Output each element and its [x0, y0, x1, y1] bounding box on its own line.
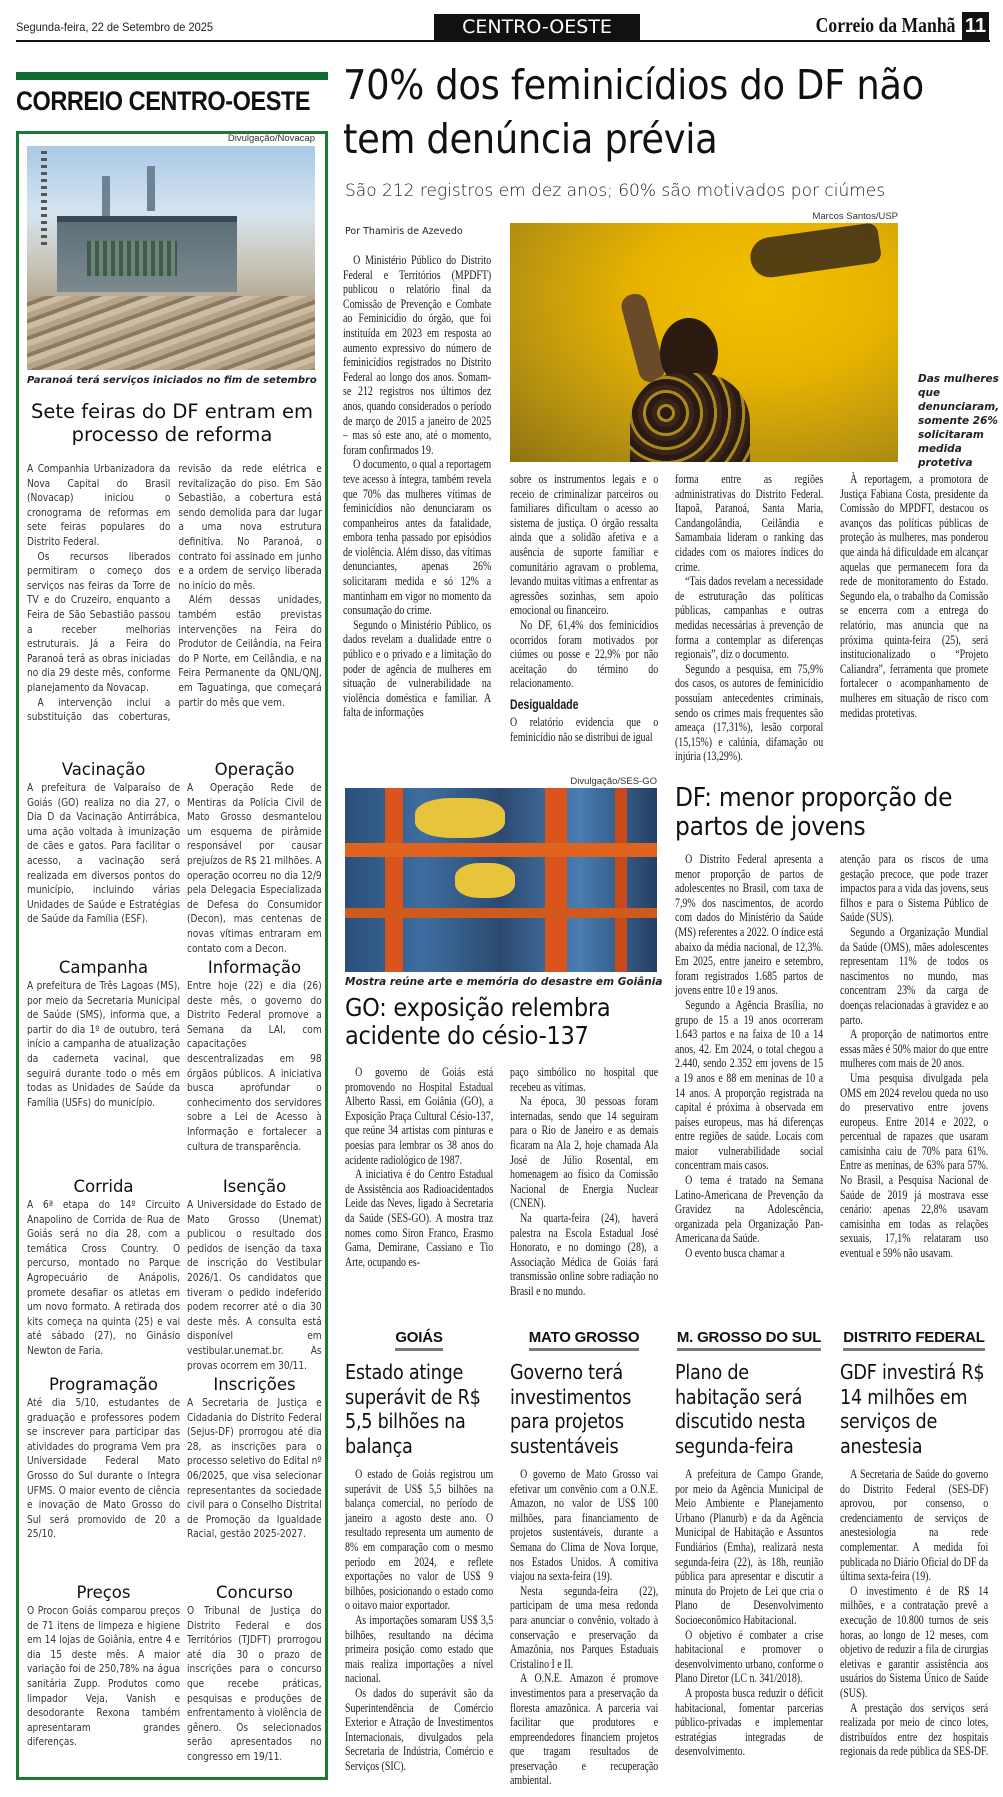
brief-text [27, 1396, 180, 1542]
brief-title: Informação [207, 958, 302, 977]
paragraph: A O.N.E. Amazon é promove investimentos para a preservação da floresta amazônica. A parceria vai facilitar que produtores e empreendedores financiem projetos que tragam resultados de preservação e recuperação ambiental. [510, 1671, 659, 1788]
paragraph: O Tribunal de Justiça do Distrito Federal e dos Territórios (TJDFT) prorrogou até dia 30 o prazo de inscrições para o concurso que recebe práticas, pesquisas e produções de enfrentamento à violência de gênero. Os selecionados serão apresentados no congresso em 19/11. [187, 1605, 322, 1763]
df-column-2 [840, 852, 988, 1261]
photo-rubble [27, 296, 315, 370]
region-tag [345, 1329, 493, 1351]
paragraph: O documento, o qual a reportagem teve acesso à íntegra, também revela que 70% das mulheres vítimas de feminicídios não denunciaram os companheiros antes da fatalidade, embora tenha passado por episódios de violência. Além disso, das vítimas denunciantes, apenas 26% solicitaram medida e só 12% a mantinham em vigor no momento da consumação do crime. [343, 457, 492, 618]
sidebar-article-body [27, 462, 322, 725]
paragraph: Entre hoje (22) e dia (26) deste mês, o governo do Distrito Federal promove a Semana da LAI, com capacitações descentralizadas em 98 órgãos públicos. A iniciativa busca aprofundar o conhecimento dos servidores sobre a Lei de Acesso à Informação e fortalecer a cultura de transparência. [187, 980, 322, 1153]
paragraph: “Tais dados revelam a necessidade de estruturação das políticas públicas, campanhas e outras medidas necessárias à prevenção de forma a contemplar as diferenças regionais”, diz o documento. [675, 574, 824, 662]
newspaper-logo: Correio da Manhã [815, 13, 955, 37]
paragraph: A proposta busca reduzir o déficit habitacional, fomentar parcerias público-privadas e implementar estratégias integradas de desenvolvimento. [675, 1685, 824, 1759]
article-column-1 [343, 253, 491, 720]
column-text [510, 472, 658, 691]
paragraph: Na época, 30 pessoas foram internadas, sendo que 14 seguiram para o Rio de Janeiro e as demais ficaram na Ala 2, hoje chamada Ala José de Júlio Rosental, em homenagem ao físico da Comissão Nacional de Energia Nuclear (CNEN). [510, 1094, 659, 1211]
paragraph: O investimento é de R$ 14 milhões, e a contratação prevê a execução de 10.800 turnos de seis horas, ao longo de 12 meses, com objetivo de reduzir a fila de cirurgias eletivas e garantir assistência aos usuários do Sistema Único de Saúde (SUS). [840, 1583, 989, 1700]
region-tag-label: GOIÁS [395, 1329, 442, 1351]
df-column-1 [675, 852, 823, 1261]
photo-caption: Das mulheres que denunciaram, somente 26% solicitaram medida protetiva [918, 373, 1000, 469]
sidebar-headline: Sete feiras do DF entram em processo de reforma [31, 400, 313, 446]
brief-text [187, 1198, 322, 1373]
brief-text [27, 979, 180, 1110]
brief-text [187, 781, 322, 956]
brief-title: Preços [76, 1583, 131, 1602]
header-divider [16, 40, 990, 42]
photo-caption: Paranoá terá serviços iniciados no fim de setembro [27, 375, 317, 386]
section-label: CENTRO-OESTE [434, 14, 640, 40]
paragraph: Além dessas unidades, também estão previstas intervenções na Feira do Produtor de Ceilândia, na Feira do P Norte, em Ceilândia, e na Feira Permanente da QNL/QNJ, em Taguatinga, que começará partir do mês que vem. [178, 594, 322, 709]
region-tag-label: MATO GROSSO [529, 1329, 640, 1351]
photo-caption: Mostra reúne arte e memória do desastre em Goiânia [345, 976, 663, 988]
regional-headline: Plano de habitação será discutido nesta segunda-feira [675, 1360, 806, 1458]
regional-headline: GDF investirá R$ 14 milhões em serviços de anestesia [840, 1360, 985, 1458]
feira-photo [27, 146, 315, 370]
paragraph: sobre os instrumentos legais e o receio de criminalizar parceiros ou familiares dificultam o acesso ao sistema de justiça. O órgão ressalta ainda que a solidão afetiva e a ausência de suporte familiar e comunitário agravam o problema, levando muitas vítimas a enfrentar as agressões sozinhas, sem apoio emocional ou financeiro. [510, 472, 659, 618]
paragraph: O governo de Mato Grosso vai efetivar um convênio com a O.N.E. Amazon, no valor de US$ 100 milhões, para financiamento de projetos sustentáveis, durante a Semana do Clima de Nova Iorque, nos Estados Unidos. A comitiva viajou na sexta-feira (19). [510, 1467, 659, 1584]
paragraph: A prefeitura de Valparaíso de Goiás (GO) realiza no dia 27, o Dia D da Vacinação Antirrábica, uma ação voltada à imunização de cães e gatos. Para facilitar o acesso, a vacinação será realizada em diversos pontos do município, incluindo várias Unidades de Saúde e Estratégias de Saúde da Família (ESF). [27, 782, 181, 926]
brief-item [187, 1583, 322, 1765]
paragraph: A 6ª etapa do 14º Circuito Anapolino de Corrida de Rua de Goiás será no dia 28, com a temática Cross Country. O percurso, montado no Parque Agropecuário de Anápolis, promete desafiar os atletas em um novo formato. A retirada dos kits começa na quinta (25) e vai até sábado (27), no Ginásio Newton de Faria. [27, 1199, 181, 1357]
article-column-4 [840, 472, 988, 720]
brief-item [27, 760, 180, 927]
paragraph: O tema é tratado na Semana Latino-Americana de Prevenção da Gravidez na Adolescência, organizada pela Organização Pan-Americana da Saúde. [675, 1173, 824, 1246]
photo-figure [630, 373, 750, 462]
paragraph: Segundo o Ministério Público, os dados revelam a dualidade entre o público e o privado e a limitação do poder de agência de mulheres em situação de vulnerabilidade na violência doméstica e familiar. A falta de informações [343, 617, 492, 720]
paragraph: A Companhia Urbanizadora da Nova Capital do Brasil (Novacap) iniciou o cronograma de reformas em sete feiras populares do Distrito Federal. [27, 463, 171, 548]
paragraph: O relatório evidencia que o feminicídio não se distribui de igual [510, 714, 659, 744]
regional-body [510, 1467, 658, 1788]
brief-item [187, 1177, 322, 1373]
region-tag [840, 1329, 988, 1351]
paragraph: Nesta segunda-feira (22), participam de uma mesa redonda para anunciar o convênio, voltado à conservação e preservação da Amazônia, nos Parques Estaduais Cristalino I e II. [510, 1583, 659, 1671]
brief-item [27, 1375, 180, 1542]
brief-item [27, 1177, 180, 1359]
brief-item [187, 958, 322, 1154]
paragraph: O evento busca chamar a [685, 1246, 785, 1261]
paragraph: paço simbólico no hospital que recebeu as vítimas. [510, 1065, 659, 1094]
paragraph: A prefeitura de Três Lagoas (MS), por meio da Secretaria Municipal de Saúde (SMS), informa que, a partir do dia 1º de outubro, terá início a campanha de atualização da caderneta vacinal, que seguirá durante todo o mês em todas as Unidades de Saúde da Família (USFs) do município. [27, 980, 181, 1109]
photo-building-door [87, 241, 177, 276]
main-subtitle: São 212 registros em dez anos; 60% são motivados por ciúmes [345, 181, 886, 201]
paragraph: Segundo a pesquisa, em 75,9% dos casos, os autores de feminicídio possuíam antecedentes criminais, sendo os crimes mais frequentes são ameaça (17,31%), lesão corporal (15,15%) e calúnia, difamação ou injúria (13,29%). [675, 661, 824, 764]
brief-title: Operação [214, 760, 295, 779]
regional-headline: Estado atinge superávit de R$ 5,5 bilhões na balança [345, 1360, 481, 1458]
brief-text [187, 1604, 322, 1765]
brief-item [187, 1375, 322, 1542]
df-headline: DF: menor proporção de partos de jovens [675, 783, 953, 842]
regional-headline: Governo terá investimentos para projetos sustentáveis [510, 1360, 632, 1458]
paragraph: A Operação Rede de Mentiras da Polícia Civil de Mato Grosso desmantelou um esquema de pirâmide responsável por causar prejuízos de R$ 21 milhões. A operação ocorreu no dia 12/9 pela Delegacia Especializada de Defesa do Consumidor (Decon), mas centenas de novas vítimas entraram em contato com a Decon. [187, 782, 322, 955]
page-number: 11 [962, 12, 989, 40]
paragraph: No DF, 61,4% dos feminicídios ocorridos foram motivados por ciúmes ou posse e 22,9% por não aceitação do término do relacionamento. [510, 617, 659, 691]
paragraph: Segundo a Agência Brasília, no grupo de 15 a 19 anos ocorreram 1.643 partos e na faixa de 10 a 14 anos, 42. Em 2024, o total chegou a 2.440, sendo 2.352 em jovens de 15 a 19 anos e 88 em meninas de 10 a 14 anos. A proporção registrada na capital é próxima à observada em países europeus, mas há diferenças entre regiões de saúde. Locais com maior vulnerabilidade social concentram mais casos. [675, 997, 824, 1173]
brief-title: Inscrições [213, 1375, 296, 1394]
paragraph: Uma pesquisa divulgada pela OMS em 2024 revelou queda no uso do preservativo entre jovens europeus. Entre 2014 e 2022, o percentual de rapazes que usaram camisinha caiu de 70% para 61%. Entre as meninas, de 63% para 57%. No Brasil, a Pesquisa Nacional de Saúde de 2019 já mostrava esse cenário: apenas 22,8% usavam camisinha em todas as relações sexuais, 17,1% relataram uso eventual e 59% não usavam. [840, 1070, 989, 1261]
photo-chimney [147, 166, 155, 211]
paragraph: O Distrito Federal apresenta a menor proporção de partos de adolescentes no Brasil, com taxa de 7,9% dos nascimentos, de acordo com dados do Ministério da Saúde (MS) referentes a 2022. O índice está abaixo da média nacional, de 12,3%. Em 2025, entre janeiro e setembro, foram registrados 1.685 partos de jovens entre 10 e 19 anos. [675, 852, 824, 998]
byline: Por Thamiris de Azevedo [345, 226, 463, 237]
brief-text [187, 979, 322, 1154]
article-subhead: Desigualdade [510, 696, 579, 712]
paragraph: As importações somaram US$ 3,5 bilhões, resultando na décima primeira posição como estado que mais realiza importações a nível nacional. [345, 1612, 494, 1686]
photo-credit: Divulgação/Novacap [227, 133, 315, 144]
article-column-3 [675, 472, 823, 764]
paragraph: O objetivo é combater a crise habitacional e promover o desenvolvimento urbano, conforme o Plano Diretor (LC n. 341/2018). [675, 1627, 824, 1686]
photo-arm [619, 291, 667, 385]
painting-stroke [345, 843, 657, 857]
paragraph: A Secretaria de Saúde do governo do Distrito Federal (SES-DF) aprovou, por consenso, o credenciamento de serviços de anestesiologia na rede complementar. A medida foi publicada no Diário Oficial do DF da última sexta-feira (19). [840, 1467, 989, 1584]
brief-item [27, 958, 180, 1110]
photo-credit: Divulgação/SES-GO [570, 776, 657, 787]
paragraph: A Universidade do Estado de Mato Grosso (Unemat) publicou o resultado dos pedidos de isenção da taxa de inscrição do Vestibular 2026/1. Os candidatos que tiveram o pedido indeferido podem recorrer até o dia 30 deste mês. A consulta está disponível em vestibular.unemat.br. As provas ocorrem em 30/11. [187, 1199, 322, 1372]
brief-text [27, 1198, 180, 1359]
paragraph: O estado de Goiás registrou um superávit de US$ 5,5 bilhões na balança comercial, no período de janeiro a agosto deste ano. O resultado representa um aumento de 8% em comparação com o mesmo período em 2024, e reflete exportações no valor de US$ 9 bilhões, posicionando o estado como o oitavo maior exportador. [345, 1467, 494, 1613]
brief-text [27, 1604, 180, 1750]
paragraph: A Secretaria de Justiça e Cidadania do Distrito Federal (Sejus-DF) prorrogou até dia 28, as inscrições para o processo seletivo do Edital nº 06/2025, que visa selecionar representantes da sociedade civil para o Conselho Distrital de Promoção da Igualdade Racial, gestão 2025-2027. [187, 1397, 322, 1541]
paragraph: O governo de Goiás está promovendo no Hospital Estadual Alberto Rassi, em Goiânia (GO), a Exposição Praça Cultural Césio-137, que reúne 34 artistas com pinturas e poesias para lembrar os 38 anos do acidente radiológico de 1987. [345, 1065, 494, 1167]
paragraph: atenção para os riscos de uma gestação precoce, que pode trazer impactos para a vida das jovens, seus filhos e para o Sistema Público de Saúde (SUS). [840, 852, 989, 925]
exhibition-photo [345, 788, 657, 972]
paragraph: Segundo a Organização Mundial da Saúde (OMS), mães adolescentes representam 11% de todos os nascimentos no mundo, mas concentram 23% da carga de doenças relacionadas à gravidez e ao parto. [840, 924, 989, 1027]
painting-stroke [615, 788, 627, 972]
photo-hand [748, 223, 882, 280]
brief-item [187, 760, 322, 956]
sidebar-accent-bar [16, 72, 328, 80]
regional-body [840, 1467, 988, 1759]
sidebar-title: CORREIO CENTRO-OESTE [16, 86, 311, 116]
paragraph: A prefeitura de Campo Grande, por meio da Agência Municipal de Meio Ambiente e Planejamento Urbano (Planurb) e da da Agência Municipal de Habitação e Assuntos Fundiários (Emha), realizará nesta segunda-feira (22), às 18h, reunião pública para apresentar e discutir a minuta do Projeto de Lei que cria o Plano de Desenvolvimento Socioeconômico Habitacional. [675, 1467, 824, 1627]
photo-chimney [102, 176, 110, 221]
paragraph: Até dia 5/10, estudantes de graduação e professores podem se inscrever para participar das atividades do programa Vem pra Universidade Federal Mato Grosso do Sul durante o Integra UFMS. O maior evento de ciência e inovação de Mato Grosso do Sul será promovido de 20 a 25/10. [27, 1397, 181, 1541]
paragraph: À reportagem, a promotora de Justiça Fabiana Costa, presidente da Comissão do MPDFT, destacou os avanços das políticas públicas de proteção às mulheres, mas ponderou que ainda há dificuldade em alcançar aquelas que permanecem fora da rede de monitoramento do Estado. Segundo ela, o trabalho da Comissão se encerra com a entrega do relatório, mas anuncia que na próxima quinta-feira (25), será institucionalizado o “Projeto Caliandra”, ferramenta que promete fortalecer o acompanhamento de mulheres em situação de risco com medidas protetivas. [840, 472, 989, 720]
brief-text [187, 1396, 322, 1542]
column-text [510, 715, 658, 744]
region-tag-label: M. GROSSO DO SUL [677, 1329, 821, 1351]
region-tag [510, 1329, 658, 1351]
paragraph: A prestação dos serviços será realizada por meio de cinco lotes, distribuídos entre dez hospitais regionais da rede pública da SES-DF. [840, 1700, 989, 1759]
painting-stroke [415, 798, 505, 838]
paragraph: A iniciativa é do Centro Estadual de Assistência aos Radioacidentados Leide das Neves, ligado à Secretaria da Saúde (SES-GO). A mostra traz nomes como Siron Franco, Erasmo Gama, Demirane, Cassiano e Tio Arte, ocupando es- [345, 1167, 494, 1269]
brief-text [27, 781, 180, 927]
paragraph: A proporção de natimortos entre essas mães é 50% maior do que entre mulheres com mais de 20 anos. [840, 1027, 989, 1071]
paragraph: O Procon Goiás comparou preços de 71 itens de limpeza e higiene em 14 lojas de Goiânia, entre 4 e dia 15 deste mês. A maior variação foi de 250,78% na água sanitária Zupp. Produtos como limpador Veja, Vanish e desodorante Rexona também apresentaram grandes diferenças. [27, 1605, 181, 1749]
go-column-1 [345, 1065, 493, 1269]
brief-title: Concurso [215, 1583, 294, 1602]
paragraph: Os recursos liberados permitiram o começo dos serviços nas feiras da Torre de TV e do Cruzeiro, enquanto a Feira de São Sebastião passou a receber melhorias estruturais. Já a Feira do Paranoá terá as obras iniciadas no dia 29 deste mês, conforme planejamento da Novacap. [27, 550, 171, 694]
paragraph: A intervenção inclui a substituição das coberturas, revisão da rede elétrica e revitalização do piso. Em São Sebastião, a cobertura está sendo demolida para dar lugar a uma nova estrutura definitiva. No Paranoá, o contrato foi assinado em junho e a ordem de serviço liberada no início do mês. [27, 463, 322, 724]
brief-title: Programação [48, 1375, 158, 1394]
painting-stroke [385, 788, 403, 972]
photo-tower [41, 151, 47, 246]
brief-title: Campanha [58, 958, 149, 977]
regional-body [675, 1467, 823, 1759]
painting-stroke [345, 908, 657, 918]
brief-item [27, 1583, 180, 1750]
brief-title: Corrida [73, 1177, 134, 1196]
main-headline: 70% dos feminicídios do DF não tem denúncia prévia [343, 61, 924, 163]
go-column-2 [510, 1065, 658, 1299]
regional-body [345, 1467, 493, 1773]
paragraph: Os dados do superávit são da Superintendência de Comércio Exterior e Atração de Investimentos Internacionais, divulgados pela Secretaria de Indústria, Comércio e Serviços (SIC). [345, 1685, 494, 1773]
region-tag [675, 1329, 823, 1351]
go-headline: GO: exposição relembra acidente do césio-137 [345, 993, 611, 1050]
article-column-2 [510, 472, 658, 744]
brief-title: Vacinação [61, 760, 146, 779]
brief-title: Isenção [222, 1177, 287, 1196]
painting-stroke [455, 863, 515, 898]
edition-date: Segunda-feira, 22 de Setembro de 2025 [16, 20, 214, 34]
paragraph: Na quarta-feira (24), haverá palestra na Escola Estadual José Honorato, e no domingo (28), a Associação Médica de Goiás fará transmissão online sobre radiação no Brasil e no mundo. [510, 1210, 659, 1298]
region-tag-label: DISTRITO FEDERAL [843, 1329, 985, 1351]
main-photo [510, 223, 898, 462]
paragraph: O Ministério Público do Distrito Federal e Territórios (MPDFT) publicou o relatório final da Comissão de Prevenção e Combate ao Feminicídio do órgão, que foi instituída em 2023 em resposta ao aumento expressivo do número de feminicídios registrados no Distrito Federal ao longo dos anos. Somam-se 212 registros nos últimos dez anos, quando considerados o período de março de 2015 a janeiro de 2025 – mas só este ano, até o momento, foram confirmados 19. [343, 253, 492, 457]
photo-credit: Marcos Santos/USP [812, 211, 898, 222]
paragraph: forma entre as regiões administrativas do Distrito Federal. Itapoã, Paranoá, Santa Maria, Candangolândia, Ceilândia e Samambaia lideram o ranking das cidades com os maiores índices do crime. [675, 472, 824, 574]
painting-stroke [545, 788, 567, 972]
